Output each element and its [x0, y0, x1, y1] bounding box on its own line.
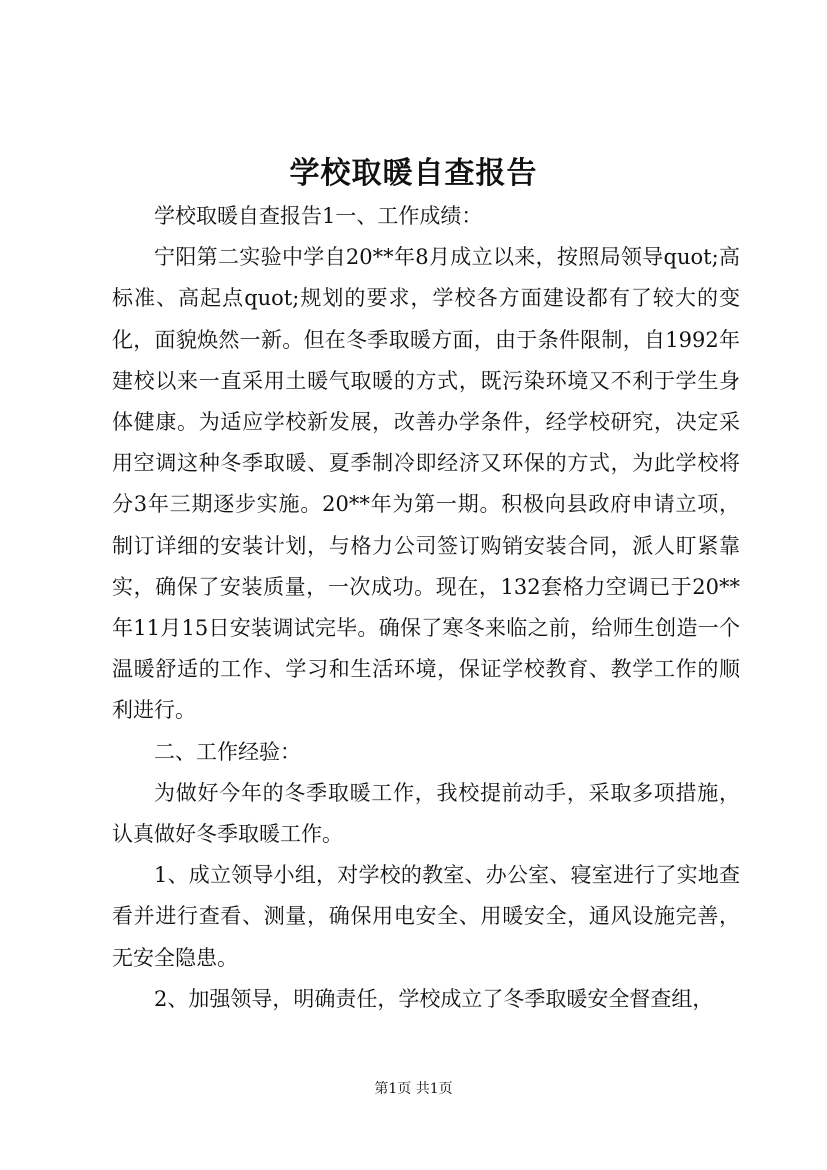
page-footer: 第1页 共1页	[374, 1081, 453, 1097]
paragraph-achievements: 宁阳第二实验中学自20**年8月成立以来，按照局领导quot;高标准、高起点quot;规划的要求，学校各方面建设都有了较大的变化，面貌焕然一新。但在冬季取暖方面，由于条件限制，自1992年建校以来一直采用土暖气取暖的方式，既污染环境又不利于学生身体健康。为适应学校新发展，改善办学条件，经学校研究，决定采用空调这种冬季取暖、夏季制冷即经济又环保的方式，为此学校将分3年三期逐步实施。20**年为第一期。积极向县政府申请立项，制订详细的安装计划，与格力公司签订购销安装合同，派人盯紧靠实，确保了安装质量，一次成功。现在，132套格力空调已于20**年11月15日安装调试完毕。确保了寒冬来临之前，给师生创造一个温暖舒适的工作、学习和生活环境，保证学校教育、教学工作的顺利进行。	[112, 245, 740, 723]
paragraph-item-2: 2、加强领导，明确责任，学校成立了冬季取暖安全督查组，	[154, 986, 714, 1011]
paragraph-intro: 学校取暖自查报告1一、工作成绩：	[154, 204, 483, 228]
paragraph-item-1: 1、成立领导小组，对学校的教室、办公室、寝室进行了实地查看并进行查看、测量，确保用电安全、用暖安全，通风设施完善，无安全隐患。	[112, 863, 740, 970]
document-body	[112, 196, 740, 1020]
document-title: 学校取暖自查报告	[289, 156, 538, 191]
paragraph-experience-intro: 为做好今年的冬季取暖工作，我校提前动手，采取多项措施，认真做好冬季取暖工作。	[112, 780, 740, 847]
paragraph-experience-heading: 二、工作经验：	[154, 739, 301, 764]
